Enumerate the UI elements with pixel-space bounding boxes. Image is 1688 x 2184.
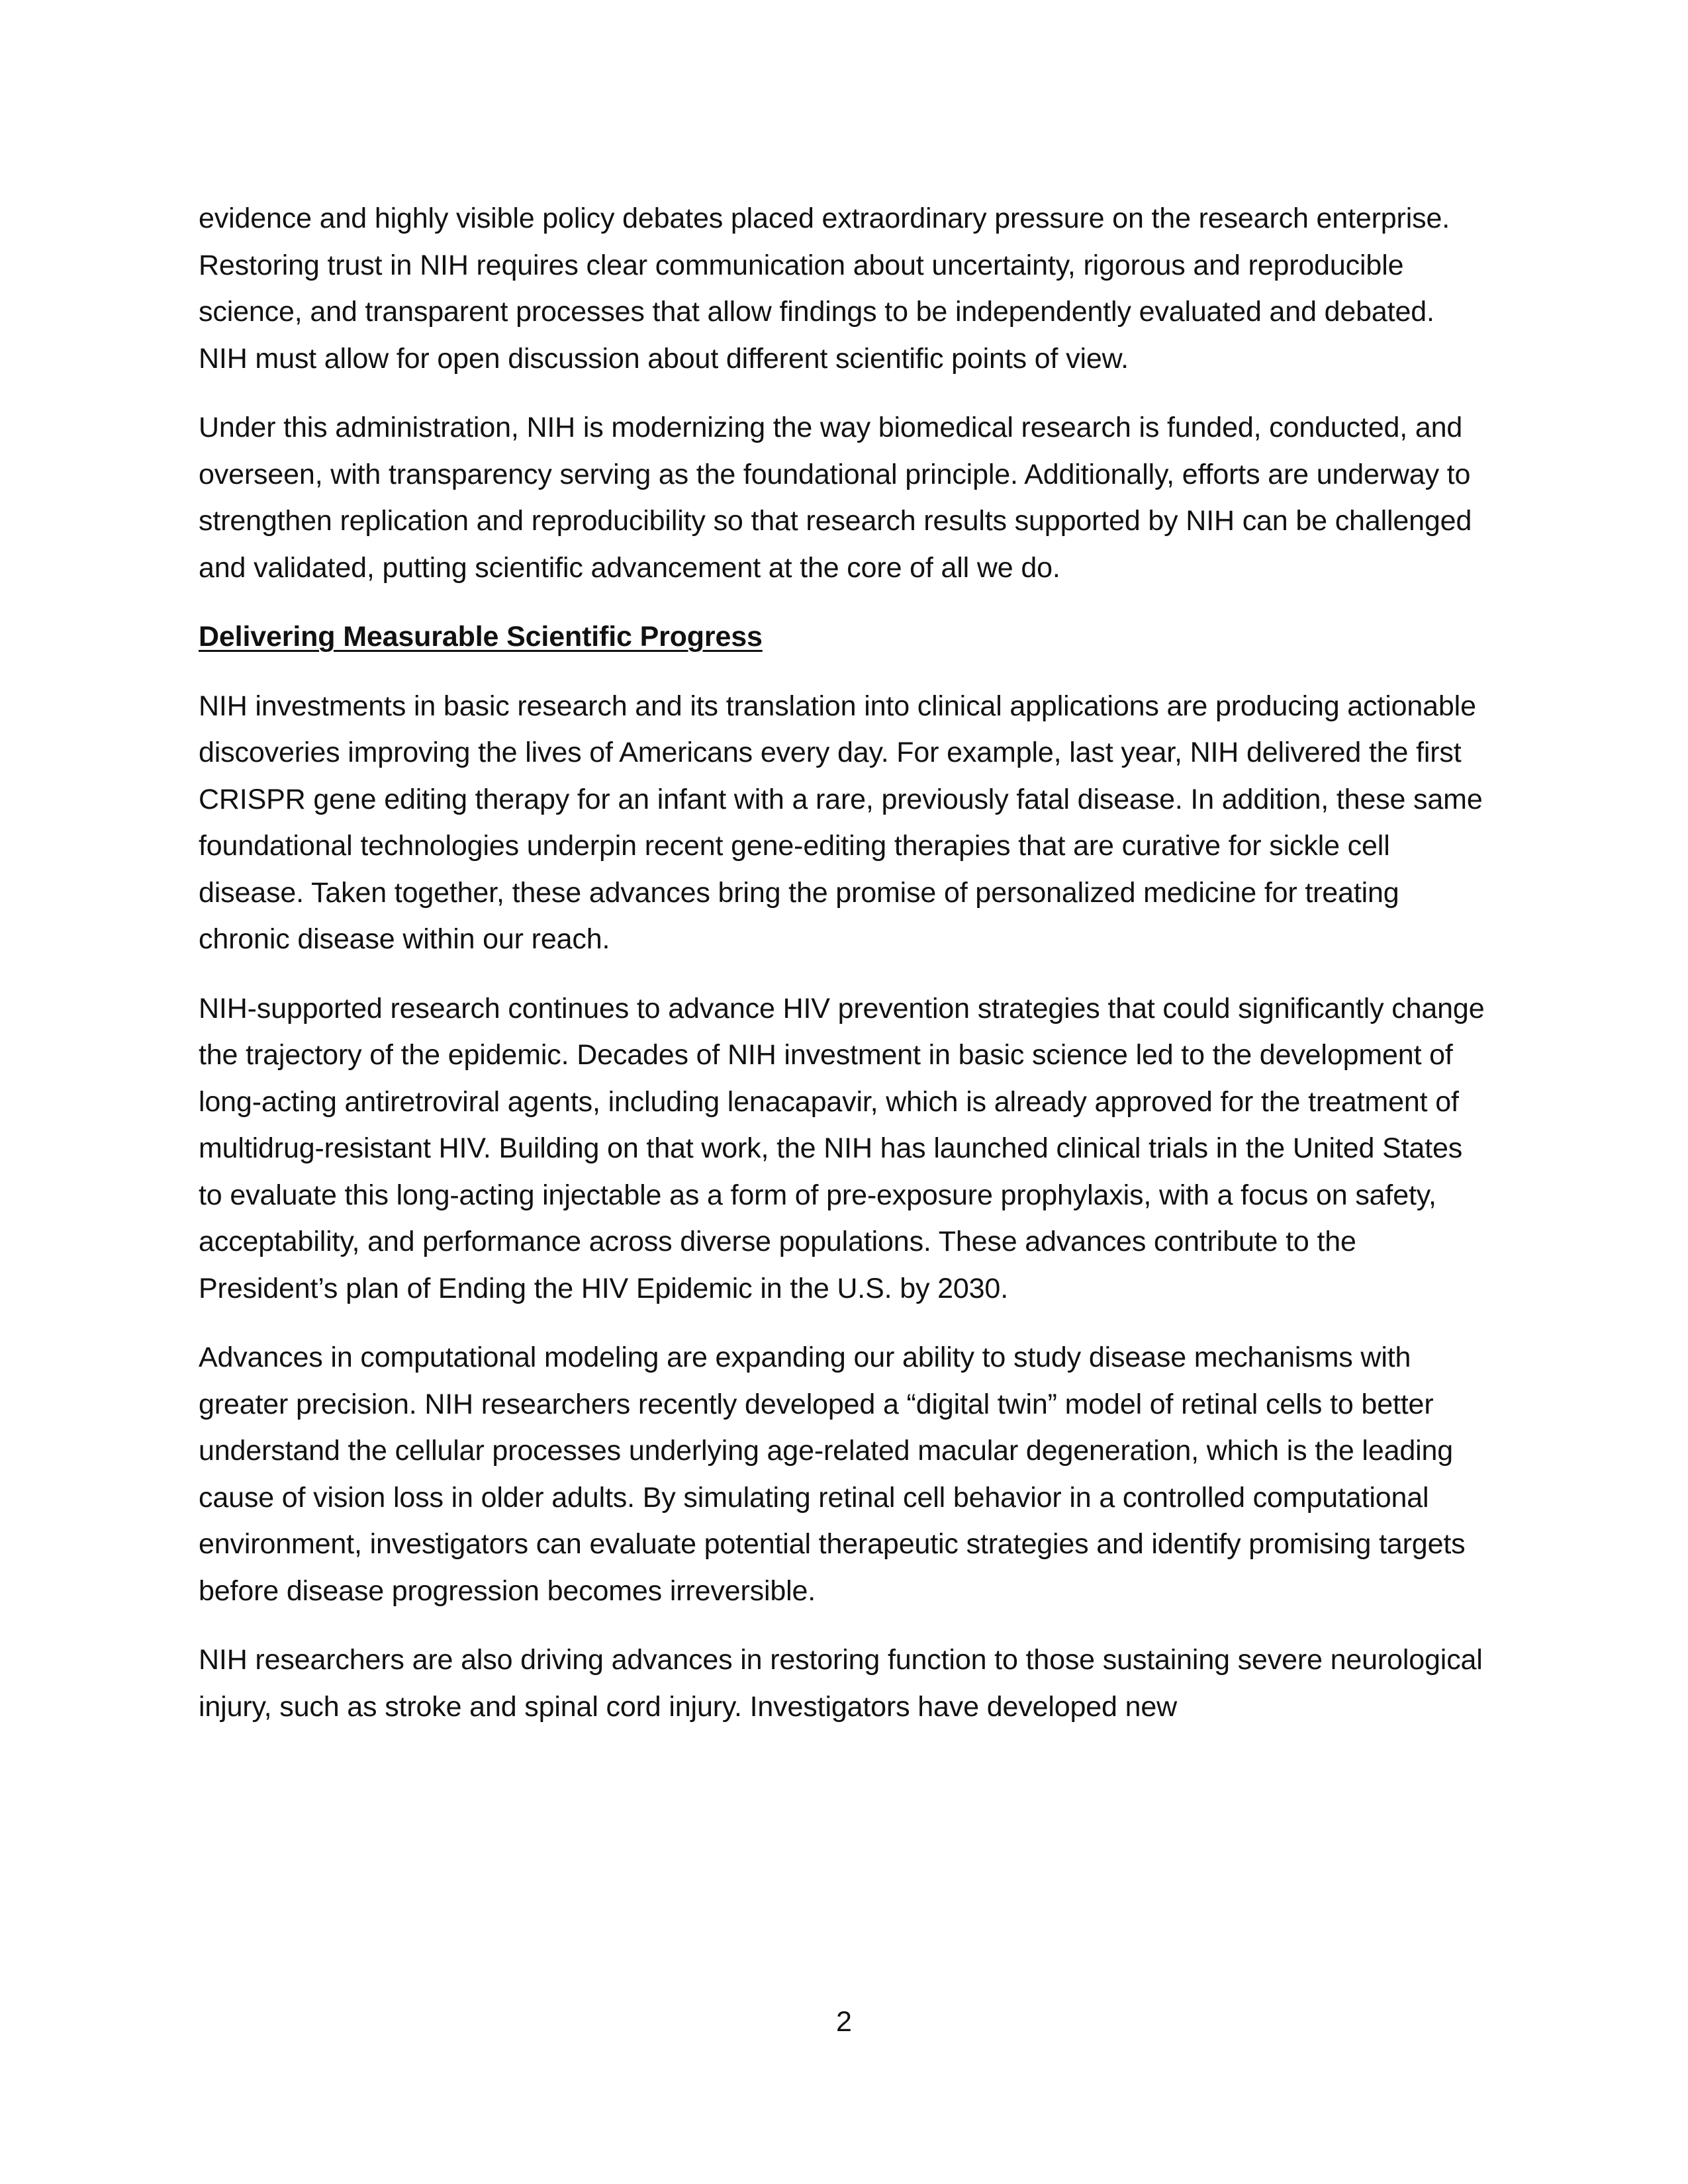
section-heading: Delivering Measurable Scientific Progress: [199, 621, 763, 653]
paragraph-modernizing-nih: Under this administration, NIH is modernizing the way biomedical research is funded, conducted, and overseen, with transparency serving as the foundational principle. Additionally, efforts are underway to strengthen replication and reproducibility so that research results supported by NIH can be challenged and validated, putting scientific advancement at the core of all we do.: [199, 412, 1472, 584]
paragraph-digital-twin: Advances in computational modeling are expanding our ability to study disease mechanisms with greater precision. NIH researchers recently developed a “digital twin” model of retinal cells to better understand the cellular processes underlying age-related macular degeneration, which is the leading cause of vision loss in older adults. By simulating retinal cell behavior in a controlled computational environment, investigators can evaluate potential therapeutic strategies and identify promising targets before disease progression becomes irreversible.: [199, 1342, 1466, 1607]
page-body: [199, 195, 1489, 1752]
paragraph-neurological-injury: NIH researchers are also driving advances in restoring function to those sustaining severe neurological injury, such as stroke and spinal cord injury. Investigators have developed new: [199, 1644, 1483, 1723]
paragraph-research-trust: evidence and highly visible policy debates placed extraordinary pressure on the research enterprise. Restoring trust in NIH requires clear communication about uncertainty, rigorous and reproducible science, and transparent processes that allow findings to be independently evaluated and debated. NIH must allow for open discussion about different scientific points of view.: [199, 203, 1450, 375]
paragraph-crispr-therapy: NIH investments in basic research and its translation into clinical applications are producing actionable discoveries improving the lives of Americans every day. For example, last year, NIH delivered the first CRISPR gene editing therapy for an infant with a rare, previously fatal disease. In addition, these same foundational technologies underpin recent gene-editing therapies that are curative for sickle cell disease. Taken together, these advances bring the promise of personalized medicine for treating chronic disease within our reach.: [199, 690, 1483, 955]
page-number: 2: [836, 2006, 852, 2038]
paragraph-hiv-prevention: NIH-supported research continues to advance HIV prevention strategies that could significantly change the trajectory of the epidemic. Decades of NIH investment in basic science led to the development of long-acting antiretroviral agents, including lenacapavir, which is already approved for the treatment of multidrug-resistant HIV. Building on that work, the NIH has launched clinical trials in the United States to evaluate this long-acting injectable as a form of pre-exposure prophylaxis, with a focus on safety, acceptability, and performance across diverse populations. These advances contribute to the President’s plan of Ending the HIV Epidemic in the U.S. by 2030.: [199, 992, 1485, 1304]
